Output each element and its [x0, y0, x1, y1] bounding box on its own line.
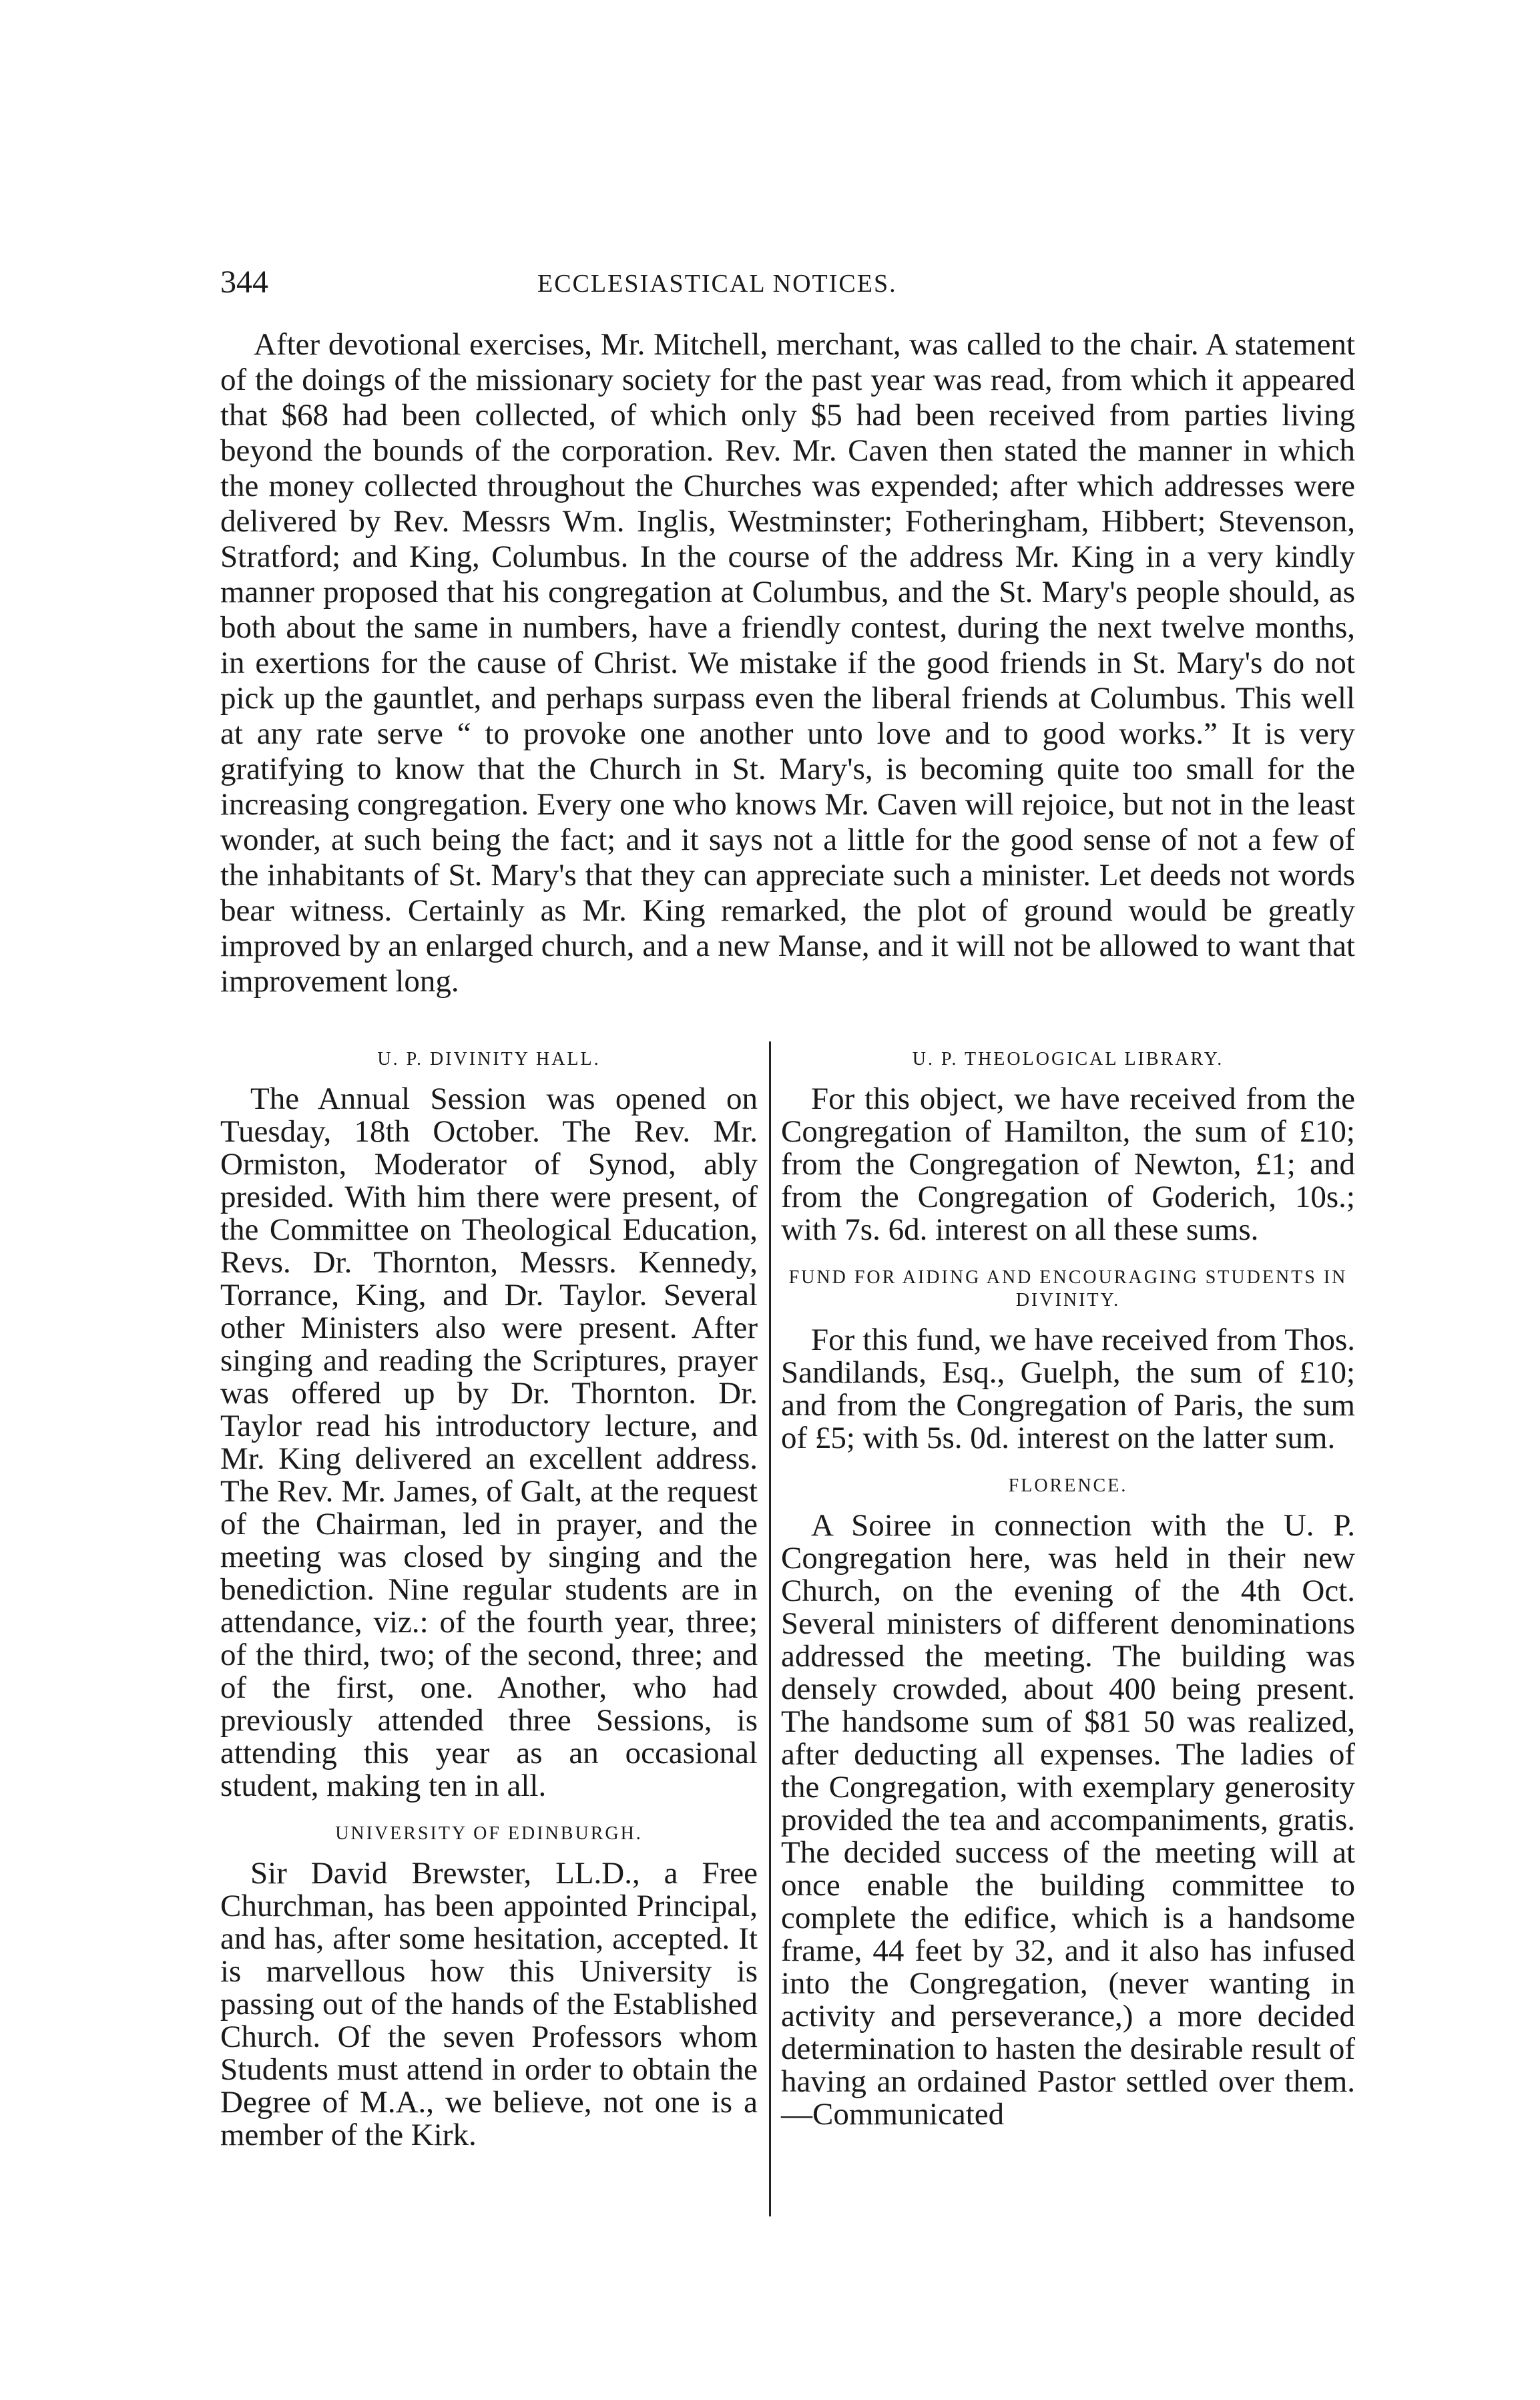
- florence-body: A Soiree in connection with the U. P. Congregation here, was held in their new Church, on the evening of the 4th Oct. Several ministers of different denominations addressed the meeting. The building was densely crowded, about 400 being present. The handsome sum of $81 50 was realized, after deducting all expenses. The ladies of the Congregation, with exemplary generosity provided the tea and accompaniments, gratis. The decided success of the meeting will at once enable the building committee to complete the edifice, which is a handsome frame, 44 feet by 32, and it also has infused into the Congregation, (never wanting in activity and perseverance,) a more decided determination to hasten the desirable result of having an ordained Pastor settled over them.—Communicated: [781, 1508, 1355, 2132]
- divinity-hall-body: The Annual Session was opened on Tuesday, 18th October. The Rev. Mr. Ormiston, Moderator of Synod, ably presided. With him there were present, of the Committee on Theological Education, Revs. Dr. Thornton, Messrs. Kennedy, Torrance, King, and Dr. Taylor. Several other Ministers also were present. After singing and reading the Scriptures, prayer was offered up by Dr. Thornton. Dr. Taylor read his introductory lecture, and Mr. King delivered an excellent address. The Rev. Mr. James, of Galt, at the request of the Chairman, led in prayer, and the meeting was closed by singing and the benediction. Nine regular students are in attendance, viz.: of the fourth year, three; of the third, two; of the second, three; and of the first, one. Another, who had previously attended three Sessions, is attending this year as an occasional student, making ten in all.: [220, 1082, 758, 1803]
- theological-library-heading: U. P. THEOLOGICAL LIBRARY.: [912, 1049, 1224, 1069]
- left-column: [220, 1048, 758, 2152]
- edinburgh-body: Sir David Brewster, LL.D., a Free Churchman, has been appointed Principal, and has, after some hesitation, accepted. It is marvellous how this University is passing out of the hands of the Established Church. Of the seven Professors whom Students must attend in order to obtain the Degree of M.A., we believe, not one is a member of the Kirk.: [220, 1856, 758, 2152]
- running-head: ECCLESIASTICAL NOTICES.: [537, 270, 897, 298]
- florence-heading: FLORENCE.: [1008, 1475, 1128, 1496]
- student-fund-heading: FUND FOR AIDING AND ENCOURAGING STUDENTS IN DIVINITY.: [788, 1267, 1348, 1310]
- column-divider: [769, 1041, 771, 2216]
- student-fund-body: For this fund, we have received from Thos. Sandilands, Esq., Guelph, the sum of £10; and from the Congregation of Paris, the sum of £5; with 5s. 0d. interest on the latter sum.: [781, 1323, 1355, 1455]
- theological-library-body: For this object, we have received from the Congregation of Hamilton, the sum of £10; from the Congregation of Newton, £1; and from the Congregation of Goderich, 10s.; with 7s. 6d. interest on all these sums.: [781, 1082, 1355, 1247]
- edinburgh-heading: UNIVERSITY OF EDINBURGH.: [335, 1823, 643, 1844]
- divinity-hall-heading: U. P. DIVINITY HALL.: [377, 1049, 601, 1069]
- page-header: [220, 264, 1355, 304]
- intro-section: [220, 327, 1355, 999]
- intro-paragraph: After devotional exercises, Mr. Mitchell, merchant, was called to the chair. A statement of the doings of the missionary society for the past year was read, from which it appeared that $68 had been collected, of which only $5 had been received from parties living beyond the bounds of the corporation. Rev. Mr. Caven then stated the manner in which the money collected throughout the Churches was expended; after which addresses were delivered by Rev. Messrs Wm. Inglis, Westminster; Fotheringham, Hibbert; Stevenson, Stratford; and King, Columbus. In the course of the address Mr. King in a very kindly manner proposed that his congregation at Columbus, and the St. Mary's people should, as both about the same in numbers, have a friendly contest, during the next twelve months, in exertions for the cause of Christ. We mistake if the good friends in St. Mary's do not pick up the gauntlet, and perhaps surpass even the liberal friends at Columbus. This well at any rate serve “ to provoke one another unto love and to good works.” It is very gratifying to know that the Church in St. Mary's, is becoming quite too small for the increasing congregation. Every one who knows Mr. Caven will rejoice, but not in the least wonder, at such being the fact; and it says not a little for the good sense of not a few of the inhabitants of St. Mary's that they can appreciate such a minister. Let deeds not words bear witness. Certainly as Mr. King remarked, the plot of ground would be greatly improved by an enlarged church, and a new Manse, and it will not be allowed to want that improvement long.: [220, 327, 1355, 999]
- right-column: [781, 1048, 1355, 2131]
- page-number: 344: [220, 264, 268, 300]
